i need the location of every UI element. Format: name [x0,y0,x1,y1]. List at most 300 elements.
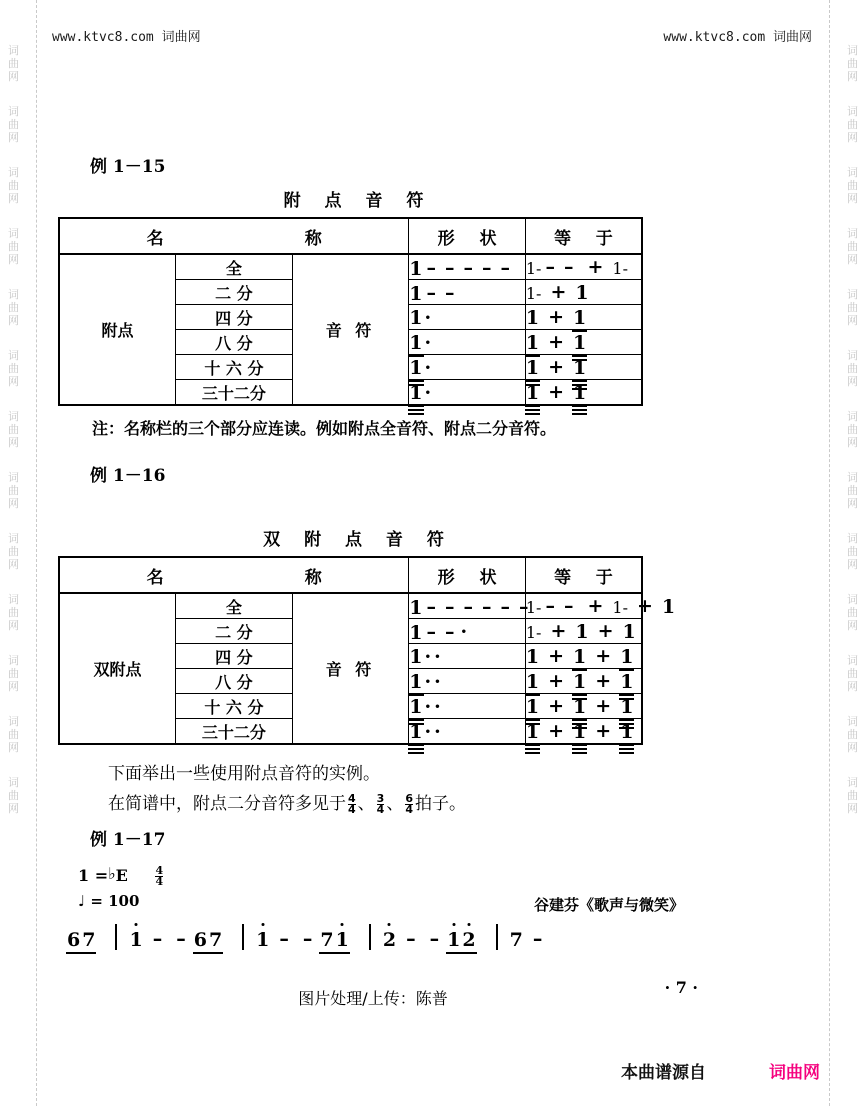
shape-notation [409,280,525,304]
duration-dash: – [482,257,492,279]
duration-dash: – [445,621,455,643]
jianpu-note [575,623,588,642]
note-name-cell: 全 [176,593,293,619]
measure [507,928,550,950]
note-name-cell: 十 六 分 [176,355,293,380]
watermark-mark: 词 曲 网 [847,532,858,571]
note-shape-cell [409,644,526,669]
note-digit: 7 [82,929,96,951]
watermark-mark: 词 曲 网 [8,593,19,632]
jianpu-note [573,384,586,403]
note-digit: 1 [620,648,633,667]
beam-underline [66,952,96,954]
shape-notation [409,644,525,668]
key-prefix: 1 = [78,866,109,885]
octave-dot [467,923,470,926]
time-numerator: 4 [155,864,164,877]
note-name-cell: 三十二分 [176,719,293,745]
watermark-top-right: www.ktvc8.com 词曲网 [663,30,812,45]
header-shape-char1: 形 [437,567,455,588]
note-digit: 1 [525,646,540,668]
plus-sign: + [595,670,612,692]
paragraph-examples-intro: 下面举出一些使用附点音符的实例。 [108,764,380,784]
duration-dash: – [500,596,511,618]
note-digit: 1 [620,698,633,717]
plus-sign: + [548,695,565,717]
header-equal-char2: 于 [595,567,613,588]
score-token: 1- [525,598,542,617]
note-digit: 1 [573,723,586,742]
augmentation-dot: · [434,671,441,693]
time-numerator: 4 [348,791,356,805]
beam-underline [572,752,587,754]
note-shape-cell [409,719,526,745]
note-digit: 1 [409,307,423,329]
measure [253,928,352,950]
time-signature-separator: 、 [386,794,404,814]
watermark-mark: 词 曲 网 [847,593,858,632]
example-1-15-label: 例 1－15 [90,157,166,177]
header-cell-shape [409,557,526,593]
jianpu-note [526,334,539,353]
octave-dot [135,923,138,926]
note-suffix-label: 音 符 [292,593,409,744]
example-1-17-label: 例 1－17 [90,830,166,850]
note-digit: 1 [129,931,142,950]
jianpu-note [409,307,433,329]
note-shape-cell [409,280,526,305]
beam-underline [525,744,540,746]
note-name-cell: 二 分 [176,619,293,644]
beam-underline [319,952,349,954]
note-digit: 7 [208,929,223,951]
watermark-mark: 词 曲 网 [8,227,19,266]
jianpu-note [623,623,636,642]
octave-dot [261,923,264,926]
beam-underline [525,752,540,754]
note-digit: 1 [409,673,422,692]
beam-underline [525,413,540,415]
jianpu-note [620,673,633,692]
watermark-mark: 词 曲 网 [8,166,19,205]
quarter-note-icon: ♩ [78,892,86,910]
plus-sign: + [587,595,604,617]
dotted-note-table [58,217,643,406]
note-digit: 1 [573,673,586,692]
augmentation-dot: · [424,696,432,718]
plus-sign: + [636,595,653,617]
jianpu-note [526,698,539,717]
beam-underline [408,748,423,750]
equivalence-notation [526,695,641,717]
right-watermark-rail [820,0,866,1106]
augmentation-dot: · [434,696,441,718]
jianpu-note [526,723,539,742]
note-name-cell: 八 分 [176,330,293,355]
time-signature-separator: 、 [357,794,375,814]
paragraph-time-signatures [108,789,814,819]
note-digit: 1 [525,307,540,329]
score-token: 1- [525,623,542,642]
note-digit: 1 [447,931,460,950]
plus-sign: + [548,670,565,692]
note-digit: 1 [575,282,589,304]
note-equivalence-cell [525,254,642,280]
table-row [59,593,642,619]
beam-underline [408,744,423,746]
time-denominator: 4 [348,802,356,816]
note-shape-cell [409,305,526,330]
octave-dot [341,923,344,926]
note-equivalence-cell [525,694,642,719]
header-name-char1: 名 [146,567,164,588]
plus-sign: + [550,281,567,303]
note-digit: 1 [573,359,586,378]
note-digit: 1 [526,698,539,717]
duration-dash: – [426,282,437,304]
note-digit: 1 [526,723,539,742]
shape-notation [409,380,525,404]
note-digit: 1 [409,698,422,717]
jianpu-note [409,357,433,379]
header-shape-char2: 状 [479,228,497,249]
shape-notation [409,594,529,619]
plus-sign: + [595,645,612,667]
jianpu-note [409,696,433,718]
equivalence-notation [526,381,641,403]
watermark-mark: 词 曲 网 [8,410,19,449]
duration-dash: – [152,928,163,950]
note-digit: 1 [526,384,539,403]
jianpu-note [620,723,633,742]
header-cell-name [59,557,409,593]
note-digit: 7 [509,929,523,951]
note-digit: 1 [409,283,423,305]
note-digit: 1 [409,384,422,403]
watermark-mark: 词 曲 网 [8,105,19,144]
augmentation-dot: · [424,307,432,329]
shape-notation [409,719,525,743]
header-name-char1: 名 [146,228,164,249]
beam-underline [619,748,634,750]
equivalence-notation [526,306,641,328]
watermark-mark: 词 曲 网 [8,776,19,815]
table-1-title: 附 点 音 符 [283,191,433,211]
table-1-note: 注：名称栏的三个部分应连读。例如附点全音符、附点二分音符。 [92,419,557,438]
barline [369,924,371,950]
inline-time-signature [348,791,356,816]
beam-underline [619,744,634,746]
beam-underline [446,952,476,954]
left-watermark-rail [0,0,46,1106]
duration-dash: – [429,928,440,950]
footer-brand: 词曲网 [769,1063,820,1083]
jianpu-note [409,671,433,693]
note-equivalence-cell [525,619,642,644]
note-digit: 2 [462,931,475,950]
paragraph-time-prefix: 在简谱中，附点二分音符多见于 [108,794,346,814]
duration-dash: – [426,621,437,643]
note-equivalence-cell [525,355,642,380]
note-equivalence-cell [525,719,642,745]
jianpu-note [620,698,633,717]
shape-notation [409,355,525,379]
duration-dash: – [176,928,186,950]
plus-sign: + [548,306,565,328]
augmentation-dot: · [424,357,432,379]
music-score [52,860,814,980]
note-equivalence-cell [525,305,642,330]
right-dashed-rule [829,0,830,1106]
tempo-equals: = [90,892,103,910]
right-watermark-marks [847,44,858,1106]
note-digit: 1 [409,646,423,668]
beamed-group [446,931,476,950]
note-name-cell: 二 分 [176,280,293,305]
jianpu-note [409,624,422,643]
jianpu-note [409,721,433,743]
time-numerator: 6 [405,791,413,805]
measure [126,928,225,950]
note-digit: 1 [409,622,423,644]
note-digit: 1 [573,309,586,328]
note-shape-cell [409,355,526,380]
plus-sign: + [548,645,565,667]
jianpu-note [409,599,422,618]
octave-dot [388,923,391,926]
note-digit: 1 [409,258,423,280]
jianpu-note [409,646,433,668]
header-equal-char1: 等 [554,567,572,588]
equivalence-notation [526,281,641,303]
plus-sign: + [587,256,604,278]
note-shape-cell [409,380,526,406]
jianpu-note [573,723,586,742]
shape-notation [409,330,525,354]
note-digit: 1 [573,334,586,353]
beam-underline [572,744,587,746]
beam-underline [408,409,423,411]
barline [242,924,244,950]
header-name-char2: 称 [304,567,322,588]
note-equivalence-cell [525,380,642,406]
example-1-16-label: 例 1－16 [90,466,166,486]
score-token: 1- [612,598,628,617]
key-signature [78,864,163,887]
duration-dash: – [519,596,529,618]
watermark-mark: 词 曲 网 [8,349,19,388]
beam-underline [408,413,423,415]
note-digit: 1 [661,596,676,618]
note-equivalence-cell [525,644,642,669]
equivalence-notation [526,356,641,378]
score-token: 1- [525,259,542,278]
duration-dash: – [302,928,313,950]
jianpu-note [573,309,586,328]
note-digit: 6 [67,929,81,951]
note-digit: 2 [383,931,396,950]
watermark-mark: 词 曲 网 [847,471,858,510]
row-group-label: 附点 [59,254,176,405]
tempo-marking [78,892,139,910]
note-digit: 6 [193,929,207,951]
duration-dash: – [563,595,574,617]
augmentation-dot: · [434,721,441,743]
note-digit: 1 [409,723,422,742]
equivalence-notation [526,620,641,642]
duration-dash: – [532,928,543,950]
note-digit: 1 [336,931,349,950]
plus-sign: + [548,720,565,742]
inline-time-signature [405,791,413,816]
duration-dash: – [545,256,555,278]
left-dashed-rule [36,0,37,1106]
duration-dash: – [445,596,455,618]
note-name-cell: 三十二分 [176,380,293,406]
table-row [59,254,642,280]
equivalence-notation [525,595,676,618]
beam-underline [572,384,587,386]
duration-dash: – [445,257,455,279]
header-cell-name [59,218,409,254]
note-digit: 1 [573,384,586,403]
time-denominator: 4 [405,802,413,816]
beamed-group [193,931,223,950]
augmentation-dot: · [460,621,468,643]
augmentation-dot: · [424,332,432,354]
note-equivalence-cell [525,593,676,619]
paragraph-time-suffix: 拍子。 [414,794,466,814]
beam-underline [408,752,423,754]
duration-dash: – [426,596,437,618]
augmentation-dot: · [434,646,441,668]
watermark-mark: 词 曲 网 [847,349,858,388]
watermark-mark: 词 曲 网 [8,715,19,754]
shape-notation [409,305,525,329]
augmentation-dot: · [424,382,432,404]
jianpu-note [409,382,433,404]
note-shape-cell [409,330,526,355]
note-shape-cell [409,619,526,644]
equivalence-notation [526,670,641,692]
jianpu-note [526,359,539,378]
page-content [52,0,814,1009]
plus-sign: + [548,331,565,353]
beam-underline [525,405,540,407]
tempo-value: 100 [108,892,140,910]
beam-underline [572,723,587,725]
beam-underline [572,413,587,415]
duration-dash: – [563,256,574,278]
plus-sign: + [595,695,612,717]
jianpu-note [620,648,633,667]
jianpu-note [526,384,539,403]
row-group-label: 双附点 [59,593,176,744]
watermark-mark: 词 曲 网 [8,471,19,510]
duration-dash: – [482,596,492,618]
header-equal-char1: 等 [554,228,572,249]
time-denominator: 4 [155,875,164,888]
watermark-mark: 词 曲 网 [847,654,858,693]
footer-source-label: 本曲谱源自 [621,1063,706,1083]
watermark-mark: 词 曲 网 [8,532,19,571]
header-shape-char1: 形 [437,228,455,249]
equivalence-notation [526,256,641,278]
augmentation-dot: · [424,646,432,668]
composer-credit: 谷建芬《歌声与微笑》 [533,896,684,914]
beam-underline [525,409,540,411]
watermark-top-left: www.ktvc8.com 词曲网 [52,30,201,45]
duration-dash: – [426,257,437,279]
octave-dot [452,923,455,926]
duration-dash: – [445,282,455,304]
jianpu-note [526,648,539,667]
beamed-group [66,931,96,950]
header-cell-equal [525,218,642,254]
beam-underline [572,405,587,407]
shape-notation [409,619,525,643]
header-equal-char2: 于 [595,228,613,249]
measure [380,928,479,950]
plus-sign: + [597,620,614,642]
uploader-credit: 图片处理/上传：陈普 [298,989,448,1008]
inline-time-signature [376,791,385,816]
watermark-mark: 词 曲 网 [847,776,858,815]
duration-dash: – [545,595,555,617]
watermark-mark: 词 曲 网 [8,288,19,327]
jianpu-note [409,260,422,279]
beam-underline [619,723,634,725]
duration-dash: – [463,257,474,279]
note-equivalence-cell [525,669,642,694]
flat-icon: ♭ [108,864,116,883]
note-equivalence-cell [525,330,642,355]
watermark-mark: 词 曲 网 [847,44,858,83]
table-header-row [59,557,642,593]
page-number: · 7 · [664,978,698,997]
table-2-title: 双 附 点 音 符 [263,530,453,550]
jianpu-note [575,284,588,303]
beam-underline [619,752,634,754]
plus-sign: + [548,356,565,378]
watermark-mark: 词 曲 网 [847,410,858,449]
beamed-group [319,931,349,950]
duration-dash: – [463,596,474,618]
note-digit: 1 [573,698,586,717]
shape-notation [409,694,525,718]
note-digit: 1 [409,359,422,378]
watermark-mark: 词 曲 网 [847,288,858,327]
note-suffix-label: 音 符 [292,254,409,405]
equivalence-notation [526,645,641,667]
note-name-cell: 八 分 [176,669,293,694]
note-shape-cell [409,694,526,719]
note-name-cell: 十 六 分 [176,694,293,719]
measure [66,931,98,950]
beam-underline [525,748,540,750]
jianpu-note [526,673,539,692]
jianpu-note [573,673,586,692]
shape-notation [409,669,525,693]
watermark-mark: 词 曲 网 [847,227,858,266]
note-digit: 7 [320,929,334,951]
note-digit: 1 [526,334,539,353]
augmentation-dot: · [424,721,432,743]
left-watermark-marks [8,44,19,1106]
equivalence-notation [526,720,641,742]
beam-underline [572,409,587,411]
note-digit: 1 [620,723,633,742]
